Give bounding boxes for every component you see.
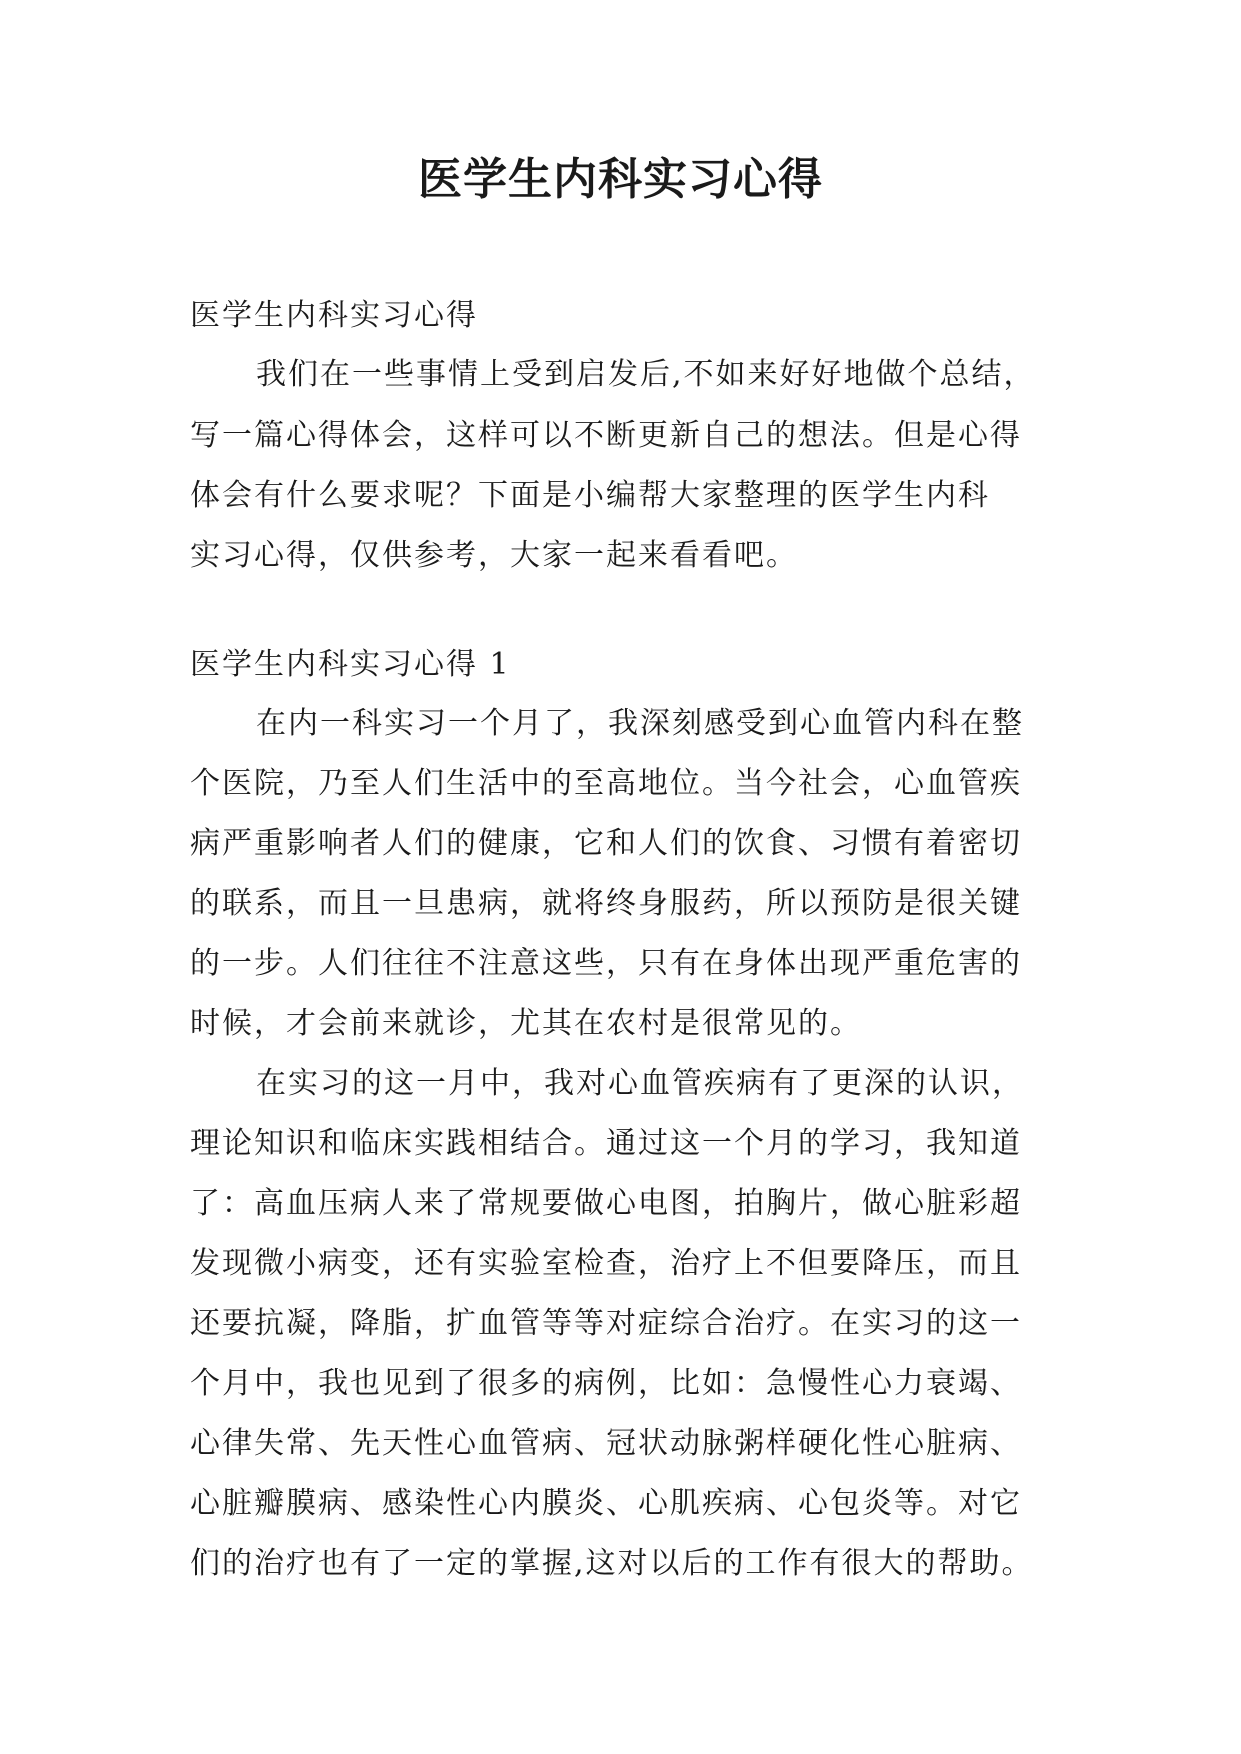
paragraph-line: 理论知识和临床实践相结合。通过这一个月的学习，我知道 bbox=[190, 1126, 1022, 1161]
document-subtitle: 医学生内科实习心得 bbox=[190, 298, 478, 333]
paragraph-line: 的一步。人们往往不注意这些，只有在身体出现严重危害的 bbox=[190, 946, 1022, 981]
paragraph-line: 心律失常、先天性心血管病、冠状动脉粥样硬化性心脏病、 bbox=[190, 1426, 1022, 1461]
paragraph-line: 在内一科实习一个月了，我深刻感受到心血管内科在整 bbox=[256, 706, 1024, 741]
paragraph-line: 病严重影响者人们的健康，它和人们的饮食、习惯有着密切 bbox=[190, 826, 1022, 861]
paragraph-line: 发现微小病变，还有实验室检查，治疗上不但要降压，而且 bbox=[190, 1246, 1022, 1281]
document-title: 医学生内科实习心得 bbox=[418, 154, 823, 205]
paragraph-line: 们的治疗也有了一定的掌握,这对以后的工作有很大的帮助。 bbox=[190, 1546, 1034, 1581]
paragraph-line: 的联系，而且一旦患病，就将终身服药，所以预防是很关键 bbox=[190, 886, 1022, 921]
paragraph-line: 还要抗凝，降脂，扩血管等等对症综合治疗。在实习的这一 bbox=[190, 1306, 1022, 1341]
paragraph-line: 心脏瓣膜病、感染性心内膜炎、心肌疾病、心包炎等。对它 bbox=[190, 1486, 1022, 1521]
intro-line: 实习心得，仅供参考，大家一起来看看吧。 bbox=[190, 538, 798, 573]
paragraph-line: 在实习的这一月中，我对心血管疾病有了更深的认识， bbox=[256, 1066, 1024, 1101]
intro-line: 写一篇心得体会，这样可以不断更新自己的想法。但是心得 bbox=[190, 418, 1022, 453]
paragraph-line: 个医院，乃至人们生活中的至高地位。当今社会，心血管疾 bbox=[190, 766, 1022, 801]
intro-line: 体会有什么要求呢？下面是小编帮大家整理的医学生内科 bbox=[190, 478, 990, 513]
intro-line: 我们在一些事情上受到启发后,不如来好好地做个总结， bbox=[256, 357, 1036, 392]
paragraph-line: 了：高血压病人来了常规要做心电图，拍胸片，做心脏彩超 bbox=[190, 1186, 1022, 1221]
section-heading: 医学生内科实习心得 1 bbox=[190, 647, 511, 682]
paragraph-line: 时候，才会前来就诊，尤其在农村是很常见的。 bbox=[190, 1006, 862, 1041]
paragraph-line: 个月中，我也见到了很多的病例，比如：急慢性心力衰竭、 bbox=[190, 1366, 1022, 1401]
